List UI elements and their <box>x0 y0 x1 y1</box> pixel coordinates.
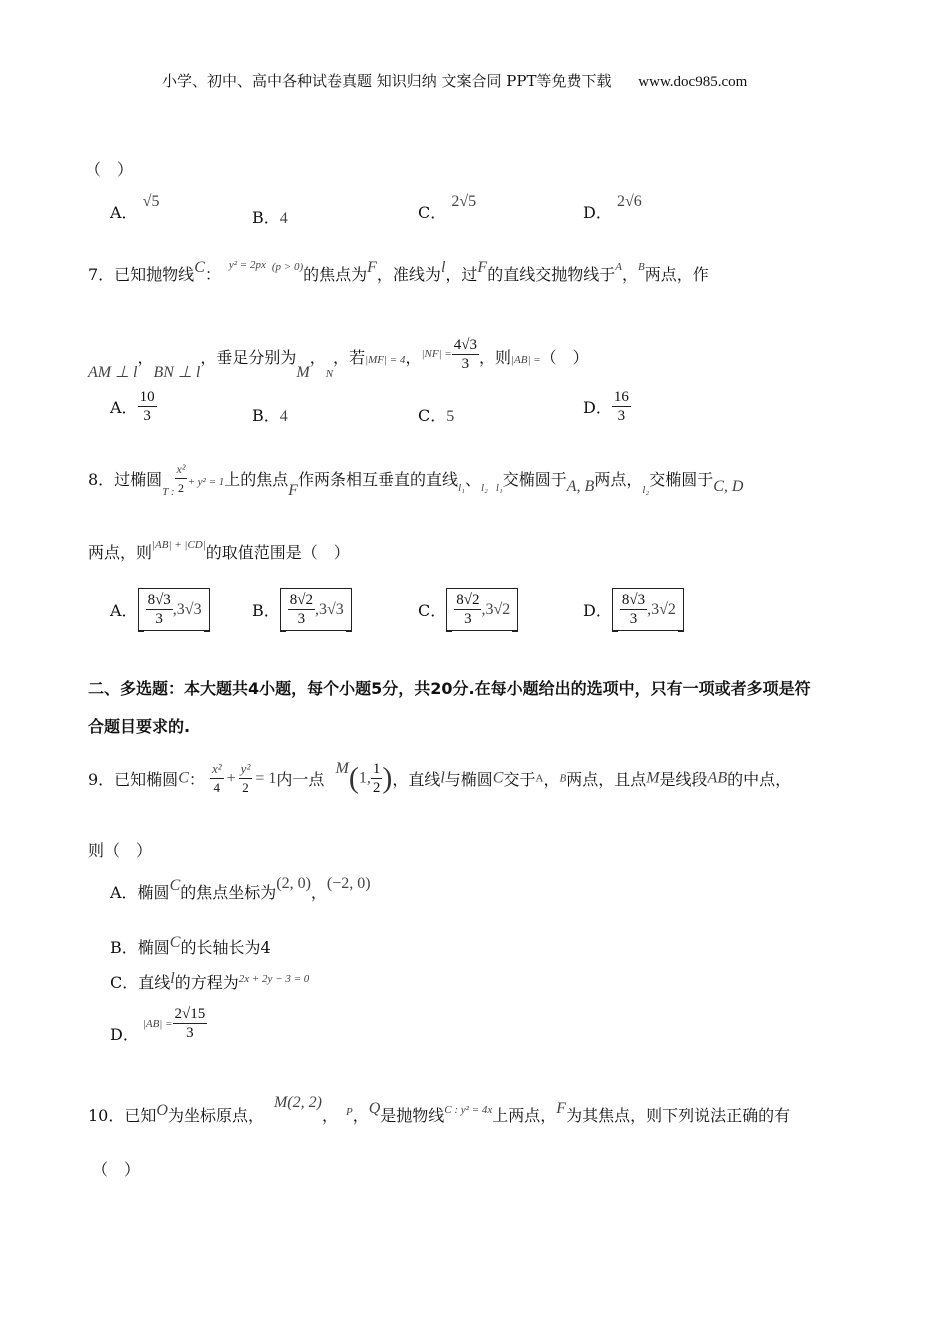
math-nf: |NF| = <box>421 348 452 360</box>
q6-c-value: 2√5 <box>451 193 477 210</box>
option-text: 的长轴长为4 <box>180 938 271 957</box>
text: 作两条相互垂直的直线 <box>298 470 459 489</box>
math-parabola-eq: y² = 2px <box>228 259 266 271</box>
q10-line1 <box>88 1094 791 1126</box>
math-perp2: BN ⊥ l <box>153 364 201 381</box>
frac-num: 4√3 <box>453 337 477 353</box>
nf-fraction <box>452 336 479 373</box>
math-l2: l₂ <box>480 482 488 494</box>
frac-den: 2 <box>242 780 249 795</box>
text: 的焦点为 <box>303 265 368 284</box>
frac-den: 3 <box>461 356 470 372</box>
q8-line1 <box>88 462 743 499</box>
frac-den: 2 <box>372 780 381 796</box>
option-text: 的焦点坐标为 <box>180 883 277 902</box>
focus-point-1: (2, 0) <box>276 875 311 892</box>
paren-open: ( <box>348 761 359 795</box>
interval-bracket <box>280 588 352 631</box>
math-sum: |AB| + |CD| <box>152 539 206 551</box>
text: 是线段 <box>659 770 708 789</box>
option-label: C． <box>418 406 447 425</box>
option-label: D． <box>583 203 612 222</box>
page-header <box>162 70 747 91</box>
frac-den: 3 <box>629 611 638 627</box>
frac-num: 10 <box>139 389 155 405</box>
q6-a-value: √5 <box>142 193 160 210</box>
math-C: C <box>169 877 181 894</box>
colon: ： <box>188 770 205 789</box>
ab-fraction <box>173 1005 208 1042</box>
text: 与椭圆 <box>444 770 493 789</box>
math-AB: A, B <box>566 478 595 495</box>
math-C: C <box>178 769 189 787</box>
q8-option-c <box>418 588 518 631</box>
option-label: B． <box>252 601 280 620</box>
fraction <box>138 388 157 425</box>
math-AB: AB <box>707 769 728 787</box>
option-label: A． <box>110 203 138 222</box>
math-l: l <box>170 970 175 987</box>
math-M: M <box>335 759 349 777</box>
q7-line2: AM ⊥ l，BN ⊥ l，垂足分别为M，$_N$，若|MF| = 4，$^{|NF| =}$ $\frac{4√3}{3}$ ，则|AB| =（ ） <box>88 337 589 381</box>
frac-den: 3 <box>155 611 163 627</box>
section2-heading-line2: 合题目要求的. <box>88 717 191 736</box>
ellipse-frac-y <box>239 760 253 797</box>
separator: ， <box>352 1106 369 1125</box>
math-M: M <box>646 769 660 787</box>
q9-option-c <box>110 970 309 993</box>
text: ，直线 <box>392 770 441 789</box>
math-O: O <box>156 1102 168 1119</box>
frac-num: 8√3 <box>147 592 171 608</box>
math-perp1: AM ⊥ l <box>88 364 138 381</box>
q8-option-d <box>583 588 684 631</box>
q9-option-d <box>110 1005 207 1042</box>
math-CD: C, D <box>713 478 744 495</box>
option-text: 的方程为 <box>174 973 239 992</box>
math-C: C <box>194 259 205 276</box>
separator: ， <box>310 883 327 902</box>
text: ，准线为 <box>376 265 441 284</box>
math-l: l <box>440 259 446 276</box>
plus: + <box>226 769 236 787</box>
text: 若 <box>349 348 366 367</box>
frac-num: 8√2 <box>456 592 480 608</box>
option-label: B． <box>252 406 280 425</box>
q6-option-a <box>110 193 160 223</box>
q9-option-b <box>110 935 271 958</box>
fraction <box>146 591 173 628</box>
math-A: A <box>535 772 544 785</box>
text: ，过 <box>445 265 478 284</box>
frac-den: 3 <box>297 611 306 627</box>
q9-line2: 则（ ） <box>88 841 153 860</box>
math-ab: |AB| = <box>142 1017 173 1030</box>
text: 的中点， <box>727 770 792 789</box>
section2-heading-line1: 二、多选题：本大题共4小题，每个小题5分，共20分.在每小题给出的选项中，只有一项或者多项是符 <box>88 679 811 698</box>
text: 交椭圆于 <box>649 470 714 489</box>
separator: ， <box>543 770 560 789</box>
math-l1: l₁ <box>495 482 503 494</box>
frac-den: 3 <box>464 611 472 627</box>
math-eq-rest: + y² = 1 <box>187 476 225 488</box>
q6-b-value: 4 <box>279 210 288 227</box>
frac-num: x² <box>210 760 224 779</box>
math-P: P <box>345 1106 353 1118</box>
math-F: F <box>288 482 299 499</box>
q6-option-c <box>418 193 477 223</box>
interval-bracket <box>446 588 518 631</box>
interval-right: ,3√3 <box>172 601 202 618</box>
text: 的取值范围是（ ） <box>205 543 350 562</box>
paren-close: ) <box>382 761 393 795</box>
text: ，则 <box>478 348 511 367</box>
math-F: F <box>477 259 488 276</box>
separator: ， <box>321 1106 338 1125</box>
point-x: 1, <box>358 769 371 787</box>
math-F: F <box>367 259 377 276</box>
q7-number: 7．已知抛物线 <box>88 265 195 284</box>
interval-right: ,3√3 <box>315 601 344 618</box>
math-Q: Q <box>368 1100 381 1117</box>
point-y-frac <box>371 760 383 797</box>
math-C: C <box>169 934 181 951</box>
interval-right: ,3√2 <box>481 601 511 618</box>
q9-number: 9．已知椭圆 <box>88 770 179 789</box>
q6-paren: （ ） <box>85 160 134 179</box>
q7-option-c <box>418 403 454 426</box>
frac-num: 2√15 <box>174 1006 206 1022</box>
q10-paren: （ ） <box>92 1160 141 1179</box>
interval-bracket <box>612 588 684 631</box>
q7-option-a <box>110 388 157 425</box>
math-N: N <box>325 368 334 380</box>
answer-paren: （ ） <box>540 348 589 367</box>
value: 4 <box>279 408 288 425</box>
text: 为其焦点，则下列说法正确的有 <box>566 1106 791 1125</box>
text: 交椭圆于 <box>502 470 567 489</box>
equals: = 1 <box>255 769 277 787</box>
math-B: B <box>637 261 645 273</box>
text: 两点， <box>594 470 643 489</box>
q7-option-b <box>252 403 288 426</box>
math-T: T : <box>162 486 175 498</box>
option-text: C．直线 <box>110 973 171 992</box>
header-url: www.doc985.com <box>638 74 748 90</box>
option-text: A．椭圆 <box>110 883 170 902</box>
text: 上两点， <box>492 1106 557 1125</box>
frac-den: 4 <box>213 780 221 795</box>
frac-num: 8√3 <box>621 592 646 608</box>
q8-option-a <box>110 588 210 631</box>
math-condition: (p > 0) <box>271 261 304 273</box>
focus-point-2: (−2, 0) <box>326 875 371 892</box>
interval-bracket <box>138 588 210 631</box>
frac-num: y² <box>239 760 253 779</box>
text: 两点，作 <box>644 265 709 284</box>
frac-den: 3 <box>186 1025 194 1041</box>
q7-line1: 7．已知抛物线C： $^{y^2 = 2px}$ $^{(p > 0)}$的焦点为F，准线为l，过F的直线交抛物线于$^A$，$^B$两点，作 <box>88 259 709 284</box>
q9-option-a <box>110 875 371 903</box>
math-B: B <box>559 772 567 785</box>
fraction <box>612 388 631 425</box>
separator: 、 <box>464 470 481 489</box>
math-A: A <box>615 261 622 273</box>
option-text: B．椭圆 <box>110 938 170 957</box>
q6-option-d <box>583 193 642 223</box>
option-label: A． <box>110 601 138 620</box>
option-label: A． <box>110 398 138 417</box>
frac-num: 8√2 <box>289 592 313 608</box>
q9-line1 <box>88 760 791 797</box>
math-M: M <box>296 364 310 381</box>
value: 5 <box>446 408 455 425</box>
q7-option-d <box>583 388 631 425</box>
q8-option-b <box>252 588 352 631</box>
fraction <box>620 591 647 628</box>
q8-number: 8．过椭圆 <box>88 470 163 489</box>
option-label: D． <box>583 601 612 620</box>
option-label: D． <box>583 398 612 417</box>
math-F: F <box>556 1100 567 1117</box>
fraction <box>288 591 315 628</box>
math-parabola-eq: C : y² = 4x <box>444 1104 493 1116</box>
text: 上的焦点 <box>224 470 289 489</box>
q6-d-value: 2√6 <box>616 193 642 210</box>
text: 内一点 <box>276 770 325 789</box>
math-M-point: M(2, 2) <box>273 1094 322 1111</box>
interval-right: ,3√2 <box>647 601 676 618</box>
q8-line2 <box>88 540 350 563</box>
q10-number: 10．已知 <box>88 1106 157 1125</box>
q6-option-b <box>252 205 288 228</box>
text: 的直线交抛物线于 <box>487 265 616 284</box>
text: 两点，且点 <box>566 770 647 789</box>
frac-den: 3 <box>617 408 626 424</box>
text: 垂足分别为 <box>216 348 297 367</box>
math-mf: |MF| = 4 <box>365 354 406 366</box>
math-C: C <box>492 769 504 787</box>
text: 为坐标原点， <box>167 1106 264 1125</box>
text: 两点，则 <box>88 543 153 562</box>
colon: ： <box>204 265 221 284</box>
math-line-eq: 2x + 2y − 3 = 0 <box>238 973 310 985</box>
ellipse-frac <box>175 460 188 497</box>
frac-num: 16 <box>613 389 629 405</box>
text: 是抛物线 <box>380 1106 445 1125</box>
header-text: 小学、初中、高中各种试卷真题 知识归纳 文案合同 PPT等免费下载 <box>162 72 612 90</box>
fraction <box>454 591 481 628</box>
math-l1: l₁ <box>458 482 465 494</box>
math-l: l <box>440 769 445 787</box>
option-label: C． <box>418 601 447 620</box>
text: 交于 <box>503 770 536 789</box>
math-ab: |AB| = <box>510 354 541 366</box>
option-label: B． <box>252 208 280 227</box>
option-label: D． <box>110 1025 139 1044</box>
frac-den: 2 <box>178 481 184 495</box>
math-l2: l₂ <box>642 484 650 496</box>
option-label: C． <box>418 203 447 222</box>
frac-num: 1 <box>372 761 381 777</box>
frac-num: x² <box>175 460 188 479</box>
frac-den: 3 <box>143 408 151 424</box>
ellipse-frac-x <box>210 760 224 797</box>
